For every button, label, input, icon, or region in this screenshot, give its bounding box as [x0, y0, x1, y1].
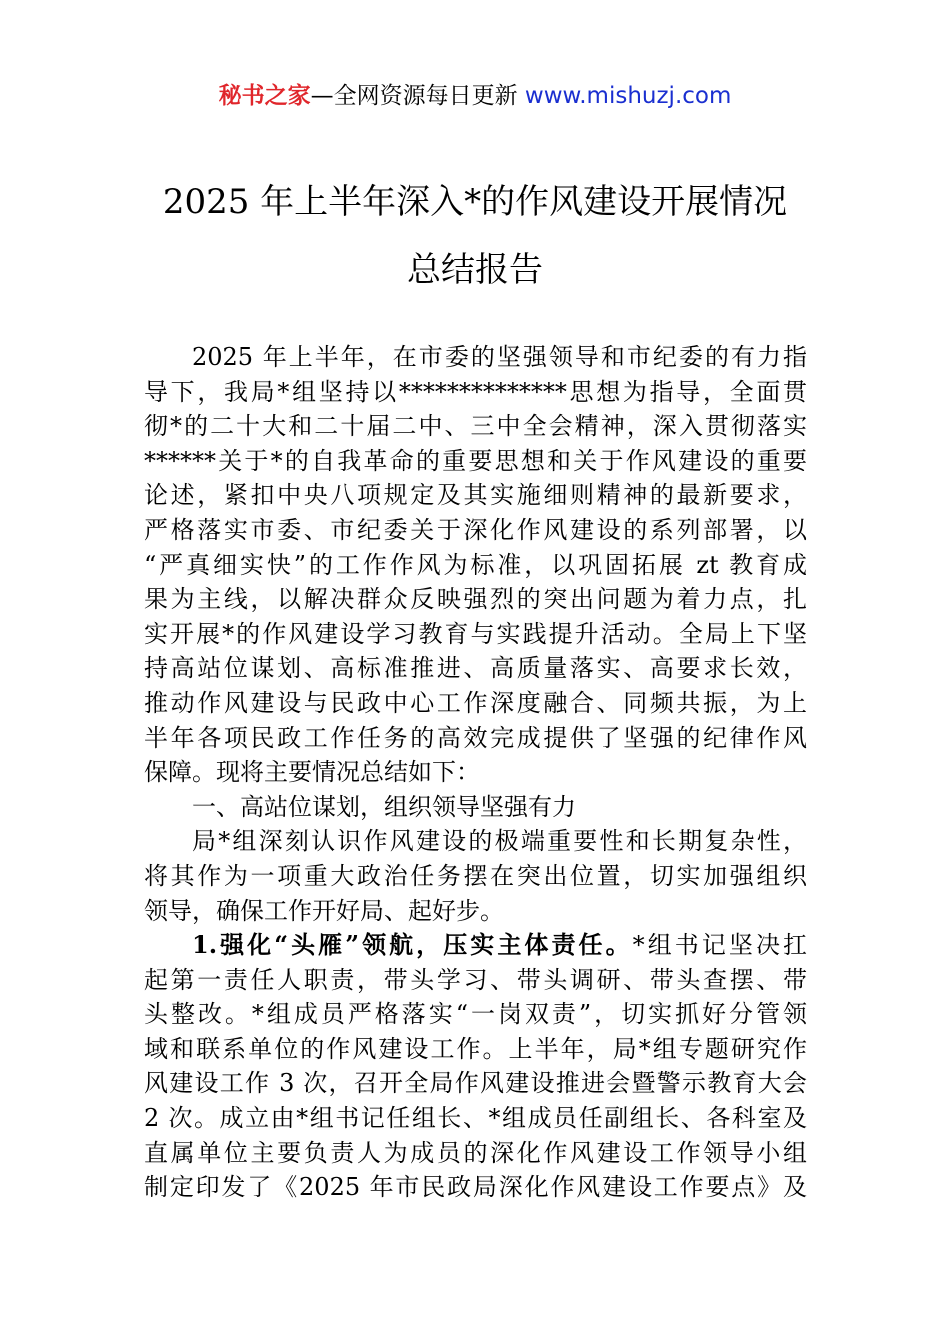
paragraph-line: 2 次。成立由*组书记任组长、*组成员任副组长、各科室及 [144, 1104, 807, 1133]
document-body [144, 340, 807, 1205]
paragraph-line: 彻*的二十大和二十届二中、三中全会精神，深入贯彻落实 [144, 412, 807, 441]
site-url-link[interactable]: www.mishuzj.com [524, 83, 732, 109]
paragraph-line: 保障。现将主要情况总结如下： [144, 758, 480, 787]
paragraph-line: 论述，紧扣中央八项规定及其实施细则精神的最新要求， [144, 481, 807, 510]
site-brand: 秘书之家 [218, 83, 311, 109]
paragraph-line: 风建设工作 3 次，召开全局作风建设推进会暨警示教育大会 [144, 1069, 807, 1098]
paragraph-line [144, 928, 807, 963]
paragraph-line: 起第一责任人职责，带头学习、带头调研、带头查摆、带 [144, 965, 807, 994]
site-banner [0, 80, 950, 112]
document-title-line-2: 总结报告 [407, 250, 543, 290]
section-heading: 一、高站位谋划，组织领导坚强有力 [192, 792, 576, 821]
paragraph-line: 将其作为一项重大政治任务摆在突出位置，切实加强组织 [144, 861, 807, 890]
site-slogan: —全网资源每日更新 [310, 83, 525, 109]
paragraph-line: 果为主线，以解决群众反映强烈的突出问题为着力点，扎 [144, 585, 807, 614]
paragraph-line: 实开展*的作风建设学习教育与实践提升活动。全局上下坚 [144, 619, 807, 648]
paragraph-line: 领导，确保工作开好局、起好步。 [144, 896, 504, 925]
document-title-line-1: 2025 年上半年深入*的作风建设开展情况 [162, 182, 788, 222]
paragraph-line: 2025 年上半年，在市委的坚强领导和市纪委的有力指 [192, 343, 807, 371]
paragraph-line: 严格落实市委、市纪委关于深化作风建设的系列部署，以 [144, 515, 807, 544]
paragraph-line: ******关于*的自我革命的重要思想和关于作风建设的重要 [144, 446, 807, 475]
subheading-lead: 1.强化“头雁”领航，压实主体责任。 [192, 930, 633, 960]
paragraph-line: 制定印发了《2025 年市民政局深化作风建设工作要点》及 [144, 1173, 807, 1202]
paragraph-line: “严真细实快”的工作作风为标准，以巩固拓展 zt 教育成 [144, 550, 807, 579]
paragraph-line: 局*组深刻认识作风建设的极端重要性和长期复杂性， [192, 827, 807, 856]
paragraph-line: 持高站位谋划、高标准推进、高质量落实、高要求长效， [144, 654, 807, 683]
paragraph-line: 头整改。*组成员严格落实“一岗双责”，切实抓好分管领 [144, 1000, 807, 1029]
paragraph-line: 半年各项民政工作任务的高效完成提供了坚强的纪律作风 [144, 723, 807, 752]
paragraph-line: 推动作风建设与民政中心工作深度融合、同频共振，为上 [144, 688, 807, 717]
subheading-continuation: *组书记坚决扛 [632, 931, 808, 960]
paragraph-line: 导下，我局*组坚持以**************思想为指导，全面贯 [144, 377, 807, 406]
paragraph-line: 域和联系单位的作风建设工作。上半年，局*组专题研究作 [144, 1034, 807, 1063]
paragraph-line: 直属单位主要负责人为成员的深化作风建设工作领导小组 [144, 1138, 807, 1167]
